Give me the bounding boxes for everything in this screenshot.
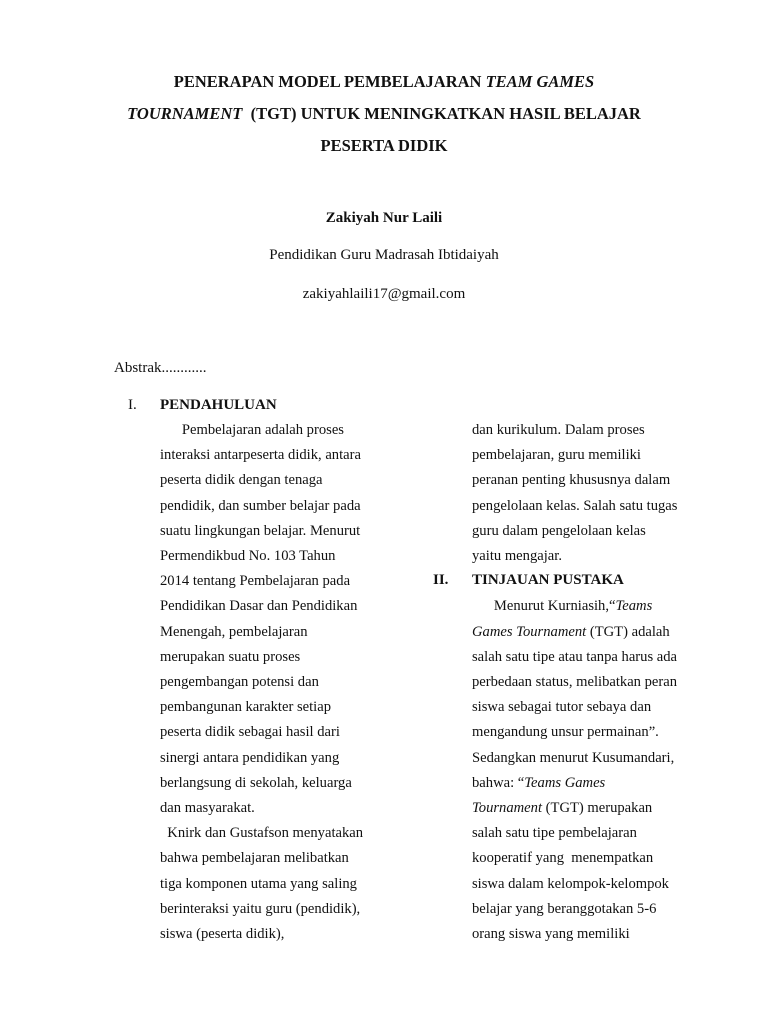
text-line: pendidik, dan sumber belajar pada — [160, 497, 361, 514]
italic-text: Teams Games — [524, 774, 606, 791]
section-heading: TINJAUAN PUSTAKA — [472, 572, 624, 588]
text-line: Knirk dan Gustafson menyatakan — [160, 825, 364, 842]
text-line: Permendikbud No. 103 Tahun — [160, 548, 336, 565]
text-line: sinergi antara pendidikan yang — [160, 749, 340, 766]
text-line — [472, 594, 677, 619]
text-line: dan kurikulum. Dalam proses — [472, 422, 645, 438]
text-line: siswa (peserta didik), — [160, 926, 285, 943]
title-text: PENERAPAN MODEL PEMBELAJARAN — [173, 72, 486, 91]
text-line: peserta didik dengan tenaga — [160, 472, 323, 489]
italic-text: Teams — [615, 598, 653, 615]
text-line: berinteraksi yaitu guru (pendidik), — [160, 900, 361, 917]
text-span: (TGT) adalah — [586, 623, 670, 640]
title-line-2 — [100, 98, 668, 130]
text-span: bahwa: “ — [472, 774, 525, 791]
text-line: salah satu tipe pembelajaran — [472, 825, 637, 842]
text-line: mengandung unsur permainan”. — [472, 724, 659, 741]
text-line: siswa dalam kelompok-kelompok — [472, 875, 669, 892]
text-line: siswa sebagai tutor sebaya dan — [472, 699, 652, 716]
section-heading: PENDAHULUAN — [160, 397, 277, 413]
text-line: Sedangkan menurut Kusumandari, — [472, 749, 675, 766]
paper-title — [100, 66, 668, 162]
text-line: merupakan suatu proses — [160, 648, 301, 665]
text-span: (TGT) merupakan — [542, 800, 653, 817]
text-line — [472, 796, 677, 821]
text-line: yaitu mengajar. — [472, 548, 562, 565]
text-span: Menurut Kurniasih,“ — [472, 598, 616, 615]
section-number: II. — [433, 572, 449, 588]
author-email: zakiyahlaili17@gmail.com — [302, 286, 466, 302]
text-line: pembelajaran, guru memiliki — [472, 447, 641, 464]
author-name: Zakiyah Nur Laili — [325, 210, 443, 226]
text-line: Pembelajaran adalah proses — [160, 422, 344, 438]
text-line: pembangunan karakter setiap — [160, 699, 331, 716]
title-text: (TGT) UNTUK MENINGKATKAN HASIL BELAJAR — [242, 104, 641, 123]
text-line: tiga komponen utama yang saling — [160, 875, 357, 892]
title-line-3: PESERTA DIDIK — [320, 136, 448, 155]
text-line: pengembangan potensi dan — [160, 674, 319, 691]
text-line: peranan penting khususnya dalam — [472, 472, 671, 489]
section-number: I. — [128, 397, 137, 413]
italic-text: Tournament — [472, 800, 543, 817]
author-affiliation: Pendidikan Guru Madrasah Ibtidaiyah — [269, 247, 499, 263]
text-line: kooperatif yang menempatkan — [472, 850, 654, 867]
text-line: Pendidikan Dasar dan Pendidikan — [160, 598, 358, 615]
text-line: peserta didik sebagai hasil dari — [160, 724, 340, 741]
title-line-1 — [100, 66, 668, 98]
text-line: suatu lingkungan belajar. Menurut — [160, 522, 361, 539]
text-line: salah satu tipe atau tanpa harus ada — [472, 648, 678, 665]
text-line: pengelolaan kelas. Salah satu tugas — [472, 497, 678, 514]
text-line: interaksi antarpeserta didik, antara — [160, 447, 361, 464]
italic-text: Games Tournament — [472, 623, 587, 640]
text-line: belajar yang beranggotakan 5-6 — [472, 900, 657, 917]
text-line: Menengah, pembelajaran — [160, 623, 308, 640]
text-line — [472, 620, 677, 645]
right-column — [472, 418, 677, 947]
text-line: berlangsung di sekolah, keluarga — [160, 774, 352, 791]
left-column — [160, 418, 363, 947]
text-line: 2014 tentang Pembelajaran pada — [160, 573, 351, 590]
abstract-label: Abstrak............ — [114, 360, 207, 376]
text-line: dan masyarakat. — [160, 800, 255, 817]
text-line: guru dalam pengelolaan kelas — [472, 522, 646, 539]
text-line — [472, 771, 677, 796]
text-line: orang siswa yang memiliki — [472, 926, 630, 943]
text-line: perbedaan status, melibatkan peran — [472, 674, 678, 691]
text-line: bahwa pembelajaran melibatkan — [160, 850, 349, 867]
title-italic-text: TEAM GAMES — [485, 72, 595, 91]
title-italic-text: TOURNAMENT — [127, 104, 243, 123]
